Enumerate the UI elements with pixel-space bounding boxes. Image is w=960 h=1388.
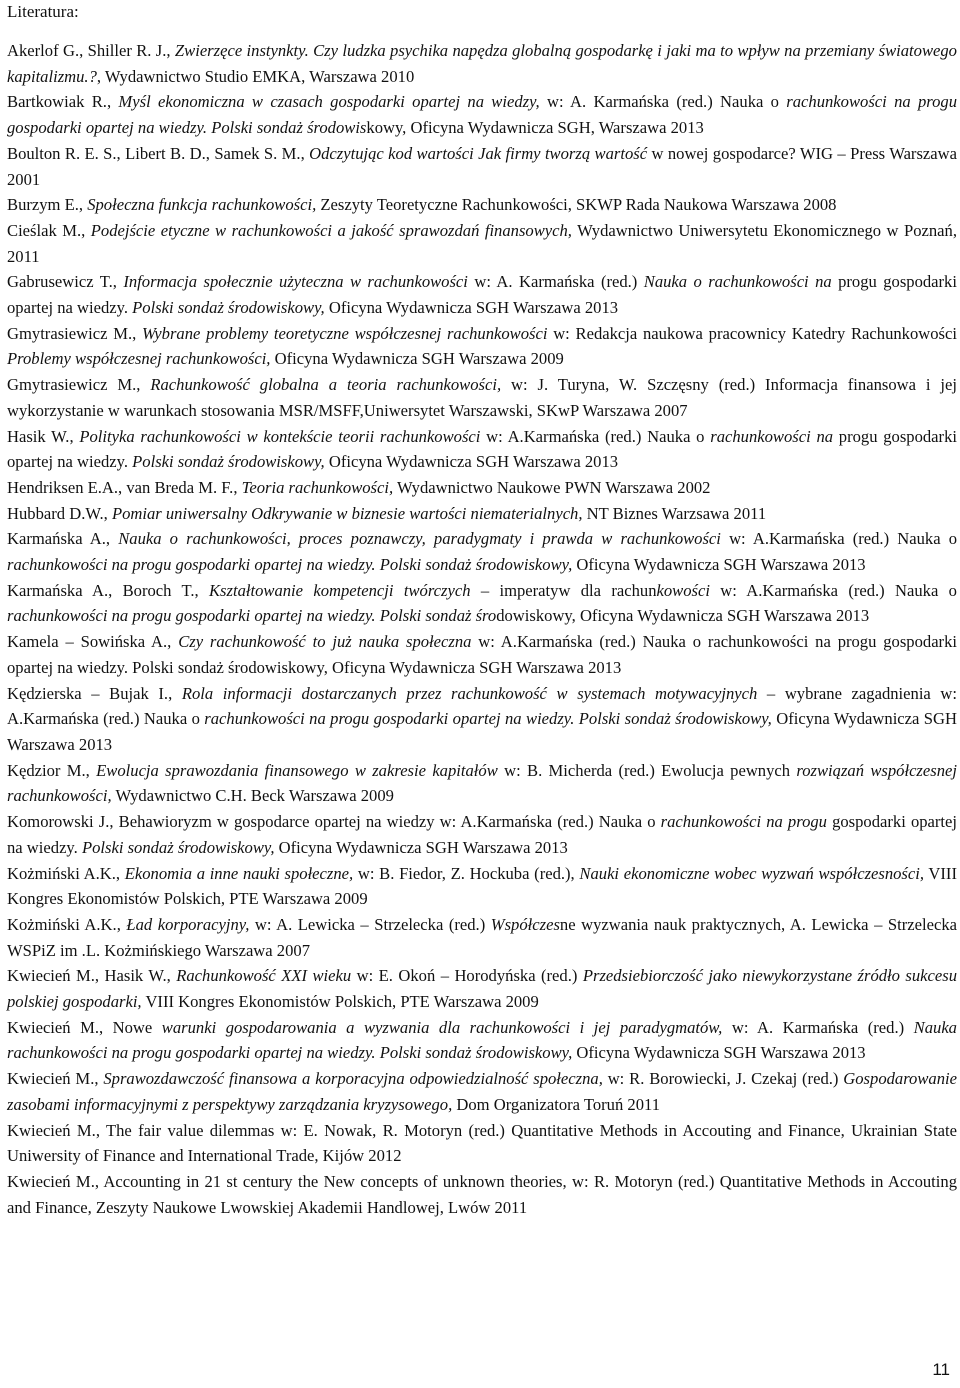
entry-italic-text: Ład korporacyjny, xyxy=(126,914,250,934)
entry-text: NT Biznes Warzsawa 2011 xyxy=(582,503,767,523)
entry-text: w: A.Karmańska (red.) Nauka o xyxy=(720,529,957,549)
entry-italic-text: Polski sondaż środowiskowy, xyxy=(81,837,275,857)
entry-text: w: A. Karmańska (red.) xyxy=(467,272,644,292)
entry-italic-text: Rachunkowość globalna a teoria rachunkowości, xyxy=(150,375,502,395)
bibliography-entry xyxy=(7,372,957,423)
bibliography-entry xyxy=(7,963,957,1014)
entry-italic-text: Myśl ekonomiczna w czasach gospodarki opartej na wiedzy, xyxy=(118,92,540,112)
entry-italic-text: Nauka o rachunkowości na xyxy=(643,272,832,292)
bibliography-entry xyxy=(7,578,957,629)
entry-text: – imperatyw dla rachun xyxy=(470,580,657,600)
entry-text: Oficyna Wydawnicza SGH Warszawa 2013 xyxy=(572,555,866,575)
entry-text: Dom Organizatora Toruń 2011 xyxy=(452,1094,660,1114)
bibliography-entry xyxy=(7,501,957,527)
bibliography-entry xyxy=(7,269,957,320)
entry-text: progu gospodarki opartej na wiedzy. xyxy=(7,426,957,472)
entry-text: Burzym E., xyxy=(7,195,88,215)
bibliography-entry xyxy=(7,629,957,680)
entry-text: progu gospodarki opartej na wiedzy. xyxy=(7,272,957,318)
entry-text: Kożmiński A.K., xyxy=(7,863,125,883)
bibliography-entry xyxy=(7,321,957,372)
entry-text: Oficyna Wydawnicza SGH Warszawa 2013 xyxy=(324,452,619,472)
entry-italic-text: Pomiar uniwersalny Odkrywanie w biznesie wartości niematerialnych, xyxy=(111,503,583,523)
entry-italic-text: rachunkowości na progu gospodarki opartej na wiedzy. Polski sondaż środowis xyxy=(7,92,958,138)
entry-text: Kwiecień M., Hasik W., xyxy=(7,966,177,986)
entry-text: VIII Kongres Ekonomistów Polskich, PTE Warszawa 2009 xyxy=(141,992,539,1012)
bibliography-list xyxy=(7,38,957,1220)
bibliography-entry xyxy=(7,192,957,218)
entry-text: Hasik W., xyxy=(7,426,80,446)
entry-text: Oficyna Wydawnicza SGH Warszawa 2013 xyxy=(572,1043,866,1063)
entry-text: Kędzierska – Bujak I., xyxy=(7,683,182,703)
entry-italic-text: kowości xyxy=(656,580,710,600)
entry-text: Wydawnictwo Uniwersytetu Ekonomicznego w Poznań, 2011 xyxy=(7,220,957,266)
entry-text: w: B. Fiedor, Z. Hockuba (red.), xyxy=(353,863,580,883)
entry-italic-text: warunki gospodarowania a wyzwania dla rachunkowości i jej paradygmatów, xyxy=(161,1017,723,1037)
entry-italic-text: Zwierzęce instynkty. Czy ludzka psychika napędza globalną gospodarkę i jaki ma to wpływ na przemiany światowego kapitalizmu.? xyxy=(7,41,957,86)
entry-text: Boulton R. E. S., Libert B. D., Samek S. M., xyxy=(7,143,310,163)
entry-italic-text: rachunkowości na progu gospodarki opartej na wiedzy. Polski sondaż środowiskowy, xyxy=(204,709,772,729)
bibliography-entry xyxy=(7,218,957,269)
bibliography-entry xyxy=(7,861,957,912)
entry-italic-text: Kształtowanie kompetencji twórczych xyxy=(208,580,471,600)
entry-text: Kwiecień M., Accounting in 21 st century the New concepts of unknown theories, w: R. Motoryn (red.) Quantitative Methods in Accouting and Finance, Zeszyty Naukowe Lwowskiej Akademii Handlowej, Lwów 2011 xyxy=(7,1171,957,1217)
bibliography-entry xyxy=(7,912,957,963)
entry-italic-text: rozwiązań współczesnej rachunkowości, xyxy=(7,760,957,806)
entry-text: w: A. Karmańska (red.) Nauka o xyxy=(539,92,787,112)
entry-text: Gabrusewicz T., xyxy=(7,272,124,292)
entry-text: Komorowski J., Behawioryzm w gospodarce opartej na wiedzy w: A.Karmańska (red.) Nauka o xyxy=(7,812,661,832)
entry-text: w: Redakcja naukowa pracownicy Katedry Rachunkowości xyxy=(547,323,957,343)
bibliography-page xyxy=(7,0,957,1220)
entry-italic-text: Problemy współczesnej rachunkowości, xyxy=(7,349,271,369)
entry-text: w: A.Karmańska (red.) Nauka o rachunkowości na progu gospodarki opartej na wiedzy. Polski sondaż środowiskowy, Oficyna Wydawnicza SGH Warszawa 2013 xyxy=(7,632,957,677)
bibliography-heading: Literatura: xyxy=(7,2,79,21)
entry-text: Kwiecień M., Nowe xyxy=(7,1017,162,1037)
entry-text: w: A. Karmańska (red.) xyxy=(722,1017,914,1037)
entry-italic-text: Ewolucja sprawozdania finansowego w zakresie kapitałów xyxy=(96,760,498,780)
entry-text: w: R. Borowiecki, J. Czekaj (red.) xyxy=(602,1069,844,1089)
entry-text: Oficyna Wydawnicza SGH Warszawa 2013 xyxy=(274,837,568,857)
entry-text: Hendriksen E.A., van Breda M. F., xyxy=(7,477,242,497)
entry-text: Gmytrasiewicz M., xyxy=(7,323,142,343)
bibliography-entry xyxy=(7,38,957,89)
bibliography-entry xyxy=(7,424,957,475)
entry-text: Hubbard D.W., xyxy=(7,503,112,523)
entry-italic-text: Odczytując kod wartości Jak firmy tworzą wartość xyxy=(309,143,648,163)
entry-text: w: J. Turyna, W. Szczęsny (red.) Informacja finansowa i jej wykorzystanie w warunkach stosowania MSR/MSFF,Uniwersytet Warszawski, SKwP Warszawa 2007 xyxy=(7,375,957,420)
entry-italic-text: Nauki ekonomiczne wobec wyzwań współczesności, xyxy=(579,863,925,883)
entry-text: Gmytrasiewicz M., xyxy=(7,375,151,395)
bibliography-entry xyxy=(7,681,957,758)
entry-italic-text: Nauka o rachunkowości, proces poznawczy, paradygmaty i prawda w rachunkowości xyxy=(118,529,721,549)
bibliography-entry xyxy=(7,526,957,577)
entry-italic-text: Teoria rachunkowości, xyxy=(241,477,394,497)
entry-text: Karmańska A., xyxy=(7,529,119,549)
entry-text: VIII Kongres Ekonomistów Polskich, PTE Warszawa 2009 xyxy=(7,863,957,909)
entry-text: Bartkowiak R., xyxy=(7,92,119,112)
entry-italic-text: Sprawozdawczość finansowa a korporacyjna odpowiedzialność społeczna, xyxy=(103,1069,603,1089)
entry-text: Karmańska A., Boroch T., xyxy=(7,580,209,600)
entry-text: w: A.Karmańska (red.) Nauka o xyxy=(709,580,957,600)
entry-text: Akerlof G., Shiller R. J., xyxy=(7,41,175,60)
entry-text: Cieślak M., xyxy=(7,220,91,240)
entry-italic-text: Polski sondaż środowiskowy, xyxy=(132,452,325,472)
entry-italic-text: rachunkowości na xyxy=(710,426,834,446)
bibliography-entry xyxy=(7,1015,957,1066)
entry-italic-text: Czy rachunkowość to już nauka społeczna xyxy=(178,632,472,652)
bibliography-entry xyxy=(7,809,957,860)
entry-italic-text: Polityka rachunkowości w kontekście teorii rachunkowości xyxy=(79,426,481,446)
entry-text: Zeszyty Teoretyczne Rachunkowości, SKWP Rada Naukowa Warszawa 2008 xyxy=(316,195,837,215)
bibliography-entry xyxy=(7,758,957,809)
entry-text: Oficyna Wydawnicza SGH Warszawa 2009 xyxy=(270,349,564,369)
entry-text: w: A. Lewicka – Strzelecka (red.) xyxy=(249,914,491,934)
entry-italic-text: Gospodarowanie zasobami informacyjnymi z perspektywy zarządzania kryzysowego, xyxy=(7,1069,957,1114)
entry-italic-text: Rachunkowość XXI wieku xyxy=(176,966,352,986)
entry-text: w nowej gospodarce? WIG – Press Warszawa 2001 xyxy=(7,143,957,189)
entry-text: Kamela – Sowińska A., xyxy=(7,632,179,652)
entry-text: Kożmiński A.K., xyxy=(7,914,127,934)
entry-text: Wydawnictwo C.H. Beck Warszawa 2009 xyxy=(111,786,394,806)
entry-text: w: B. Micherda (red.) Ewolucja pewnych xyxy=(497,760,797,780)
entry-italic-text: Przedsiebiorczość jako niewykorzystane źródło sukcesu polskiej gospodarki, xyxy=(7,966,958,1012)
entry-text: dowiskowy, Oficyna Wydawnicza SGH Warszawa 2013 xyxy=(496,606,870,626)
bibliography-entry xyxy=(7,89,957,140)
entry-italic-text: rachunkowości na progu gospodarki opartej na wiedzy. Polski sondaż środowiskowy, xyxy=(7,555,573,575)
entry-italic-text: Informacja społecznie użyteczna w rachunkowości xyxy=(123,272,468,292)
entry-text: Oficyna Wydawnicza SGH Warszawa 2013 xyxy=(7,709,957,754)
bibliography-entry xyxy=(7,1118,957,1169)
entry-text: Kędzior M., xyxy=(7,760,97,780)
entry-text: kowy, Oficyna Wydawnicza SGH, Warszawa 2013 xyxy=(366,118,704,138)
bibliography-entry xyxy=(7,1169,957,1220)
entry-italic-text: Współczes xyxy=(490,914,560,934)
page-number: 11 xyxy=(932,1360,950,1379)
entry-text: , Wydawnictwo Studio EMKA, Warszawa 2010 xyxy=(96,66,415,86)
entry-italic-text: Podejście etyczne w rachunkowości a jakość sprawozdań finansowych, xyxy=(90,220,572,240)
entry-italic-text: Polski sondaż środowiskowy, xyxy=(132,298,325,318)
bibliography-entry xyxy=(7,475,957,501)
entry-italic-text: Rola informacji dostarczanych przez rachunkowość w systemach motywacyjnych xyxy=(181,683,758,703)
entry-italic-text: Nauka rachunkowości na progu gospodarki opartej na wiedzy. Polski sondaż środowiskowy, xyxy=(7,1017,957,1063)
entry-text: w: E. Okoń – Horodyńska (red.) xyxy=(351,966,583,986)
entry-italic-text: Społeczna funkcja rachunkowości, xyxy=(87,195,317,215)
entry-italic-text: rachunkowości na progu gospodarki opartej na wiedzy. Polski sondaż śro xyxy=(7,606,497,626)
entry-text: Kwiecień M., xyxy=(7,1069,104,1089)
entry-text: ne wyzwania nauk praktycznych, A. Lewicka – Strzelecka WSPiZ im .L. Kożmińskiego Warszawa 2007 xyxy=(7,914,957,960)
entry-italic-text: Ekonomia a inne nauki społeczne, xyxy=(124,863,354,883)
entry-text: Oficyna Wydawnicza SGH Warszawa 2013 xyxy=(324,298,619,318)
entry-text: w: A.Karmańska (red.) Nauka o xyxy=(480,426,711,446)
entry-text: Wydawnictwo Naukowe PWN Warszawa 2002 xyxy=(393,477,711,497)
bibliography-entry xyxy=(7,141,957,192)
entry-italic-text: Wybrane problemy teoretyczne współczesnej rachunkowości xyxy=(141,323,548,343)
entry-text: – wybrane zagadnienia w: A.Karmańska (red.) Nauka o xyxy=(7,683,957,729)
entry-text: Kwiecień M., The fair value dilemmas w: E. Nowak, R. Motoryn (red.) Quantitative Methods in Accouting and Finance, Ukrainian State Uniwersity of Finance and International Trade, Kijów 2012 xyxy=(7,1120,957,1166)
entry-text: gospodarki opartej na wiedzy. xyxy=(7,812,958,857)
entry-italic-text: rachunkowości na progu xyxy=(660,812,827,832)
bibliography-entry xyxy=(7,1066,957,1117)
